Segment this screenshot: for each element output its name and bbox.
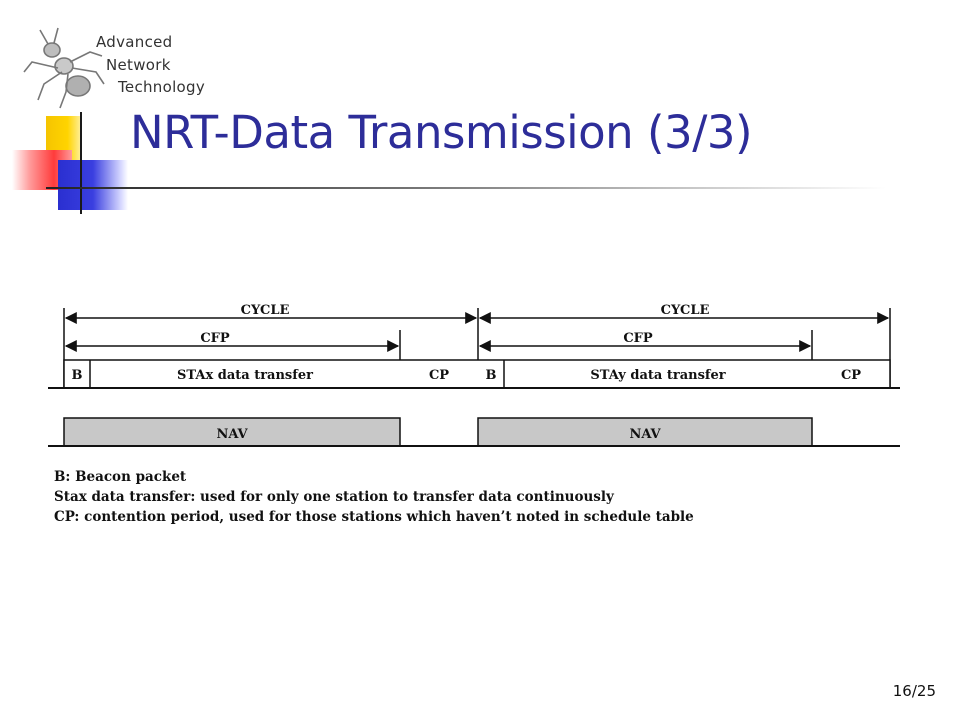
legend-stax: Stax data transfer: used for only one station to transfer data continuously xyxy=(54,489,614,505)
cp2-label: CP xyxy=(840,368,862,383)
accent-vertical-line xyxy=(80,112,82,214)
title-underline xyxy=(46,187,886,189)
cfp1-label: CFP xyxy=(200,331,230,346)
accent-blue-square xyxy=(58,160,128,210)
slide-title: NRT-Data Transmission (3/3) xyxy=(130,106,753,159)
legend-cp: CP: contention period, used for those stations which haven’t noted in schedule table xyxy=(54,509,694,525)
cycle1-label: CYCLE xyxy=(240,303,290,318)
beacon2-label: B xyxy=(485,368,497,383)
logo-text-technology: Technology xyxy=(118,78,206,96)
cycle2-label: CYCLE xyxy=(660,303,710,318)
cp1-label: CP xyxy=(428,368,450,383)
nav2-label: NAV xyxy=(629,427,661,442)
page-number: 16/25 xyxy=(892,682,936,700)
nav1-label: NAV xyxy=(216,427,248,442)
timing-diagram xyxy=(40,290,920,540)
cfp2-label: CFP xyxy=(623,331,653,346)
logo-text-advanced: Advanced xyxy=(96,33,173,51)
beacon1-label: B xyxy=(71,368,83,383)
legend-beacon: B: Beacon packet xyxy=(54,469,187,485)
stay-transfer-label: STAy data transfer xyxy=(590,368,726,383)
ant-logo-icon xyxy=(18,22,108,112)
stax-transfer-label: STAx data transfer xyxy=(177,368,313,383)
logo-text-network: Network xyxy=(106,56,171,74)
